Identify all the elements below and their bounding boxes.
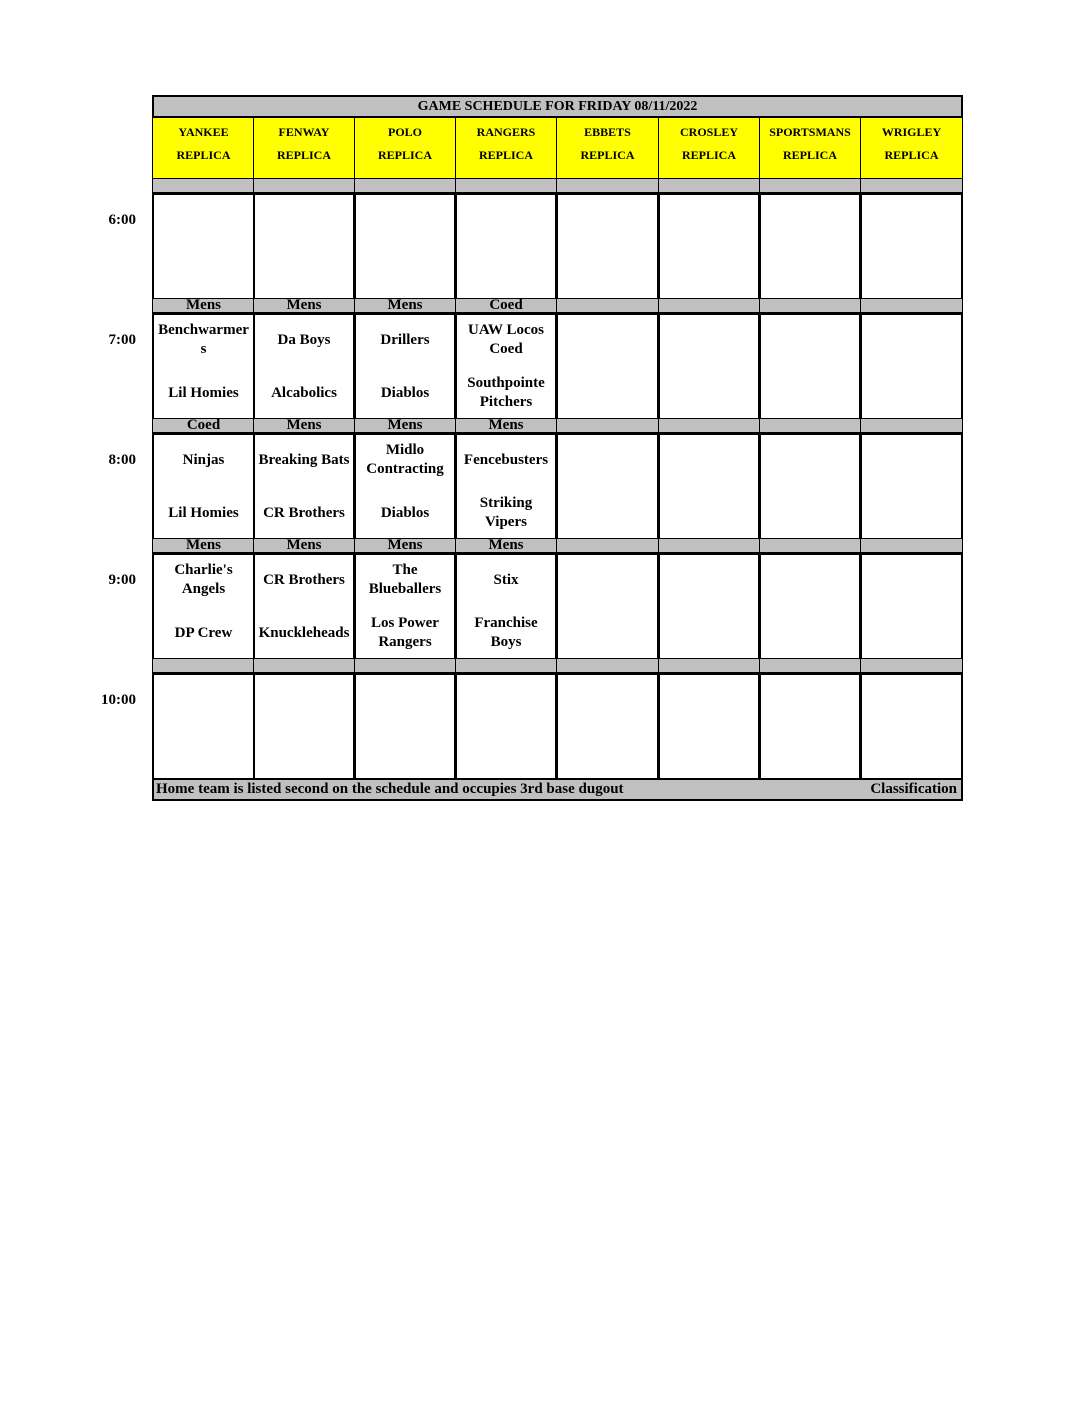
- field-header-polo: [354, 118, 456, 179]
- classification-cell: [556, 178, 659, 193]
- game-cell: [658, 193, 760, 300]
- classification-cell: [152, 658, 255, 673]
- home-team: CR Brothers: [263, 505, 345, 521]
- game-cell: [152, 673, 255, 780]
- field-type: REPLICA: [276, 148, 331, 162]
- classification-cell: [759, 178, 861, 193]
- game-cell: [152, 313, 255, 420]
- away-team: Midlo Contracting: [366, 442, 444, 477]
- game-cell: [354, 553, 456, 660]
- field-name: FENWAY: [278, 125, 330, 139]
- game-cell: [455, 553, 557, 660]
- home-team: Striking Vipers: [479, 495, 533, 530]
- field-type: REPLICA: [681, 148, 736, 162]
- classification-cell: Mens: [152, 298, 255, 313]
- game-cell: [658, 313, 760, 420]
- game-cell: [556, 553, 659, 660]
- home-team: Lil Homies: [168, 505, 239, 521]
- classification-cell: [759, 418, 861, 433]
- classification-cell: [658, 298, 760, 313]
- game-cell: [556, 673, 659, 780]
- field-header-crosley: [658, 118, 760, 179]
- field-type: REPLICA: [884, 148, 939, 162]
- home-team: Diablos: [380, 385, 430, 401]
- classification-cell: Mens: [354, 418, 456, 433]
- field-name: CROSLEY: [679, 125, 738, 139]
- classification-cell: [455, 178, 557, 193]
- game-cell: [455, 313, 557, 420]
- game-cell: [658, 433, 760, 540]
- field-type: REPLICA: [580, 148, 635, 162]
- away-team: Fencebusters: [463, 452, 549, 468]
- footer-bar: [152, 778, 963, 801]
- classification-cell: [658, 538, 760, 553]
- classification-cell: Coed: [152, 418, 255, 433]
- game-cell: [556, 193, 659, 300]
- away-team: Da Boys: [277, 332, 331, 348]
- home-team-note: Home team is listed second on the schedule and occupies 3rd base dugout: [156, 781, 624, 797]
- home-team: Los Power Rangers: [371, 615, 439, 650]
- away-team: Breaking Bats: [258, 452, 350, 468]
- home-team: DP Crew: [174, 625, 233, 641]
- game-cell: [455, 433, 557, 540]
- game-cell: [860, 193, 963, 300]
- classification-cell: [152, 178, 255, 193]
- classification-cell: [860, 298, 963, 313]
- time-label: 9:00: [108, 572, 136, 588]
- field-type: REPLICA: [176, 148, 231, 162]
- classification-cell: [253, 178, 355, 193]
- game-cell: [253, 673, 355, 780]
- field-header-sportsmans: [759, 118, 861, 179]
- game-cell: [759, 433, 861, 540]
- game-cell: [152, 193, 255, 300]
- field-header-wrigley: [860, 118, 963, 179]
- field-header-yankee: [152, 118, 255, 179]
- game-cell: [860, 553, 963, 660]
- game-cell: [860, 673, 963, 780]
- home-team: Knuckleheads: [258, 625, 350, 641]
- classification-cell: Mens: [253, 298, 355, 313]
- game-cell: [455, 193, 557, 300]
- field-name: POLO: [387, 125, 422, 139]
- game-cell: [354, 193, 456, 300]
- field-type: REPLICA: [782, 148, 837, 162]
- classification-cell: [455, 658, 557, 673]
- game-cell: [253, 553, 355, 660]
- classification-cell: Mens: [354, 538, 456, 553]
- classification-cell: Mens: [455, 418, 557, 433]
- classification-cell: [658, 418, 760, 433]
- home-team: Lil Homies: [168, 385, 239, 401]
- away-team: Benchwarmer s: [158, 322, 249, 357]
- classification-cell: [354, 658, 456, 673]
- game-cell: [556, 433, 659, 540]
- classification-cell: Mens: [354, 298, 456, 313]
- field-name: SPORTSMANS: [769, 125, 851, 139]
- game-cell: [253, 193, 355, 300]
- field-name: YANKEE: [178, 125, 229, 139]
- time-label: 10:00: [101, 692, 136, 708]
- classification-cell: [860, 418, 963, 433]
- time-label: 8:00: [108, 452, 136, 468]
- classification-cell: [354, 178, 456, 193]
- time-label: 6:00: [108, 212, 136, 228]
- game-cell: [860, 433, 963, 540]
- game-cell: [354, 433, 456, 540]
- home-team: Diablos: [380, 505, 430, 521]
- classification-cell: Mens: [253, 418, 355, 433]
- game-cell: [860, 313, 963, 420]
- field-header-rangers: [455, 118, 557, 179]
- classification-cell: Mens: [152, 538, 255, 553]
- away-team: UAW Locos Coed: [468, 322, 544, 357]
- classification-cell: [556, 658, 659, 673]
- classification-cell: [860, 538, 963, 553]
- classification-cell: [860, 178, 963, 193]
- game-cell: [455, 673, 557, 780]
- classification-label: Classification: [870, 781, 957, 797]
- home-team: Alcabolics: [271, 385, 337, 401]
- game-cell: [152, 553, 255, 660]
- home-team: Franchise Boys: [474, 615, 538, 650]
- game-cell: [253, 433, 355, 540]
- game-cell: [354, 673, 456, 780]
- game-cell: [759, 313, 861, 420]
- away-team: Ninjas: [182, 452, 225, 468]
- game-cell: [658, 673, 760, 780]
- field-header-fenway: [253, 118, 355, 179]
- field-header-ebbets: [556, 118, 659, 179]
- classification-cell: [658, 658, 760, 673]
- classification-cell: Mens: [253, 538, 355, 553]
- classification-cell: Coed: [455, 298, 557, 313]
- away-team: CR Brothers: [263, 572, 345, 588]
- game-cell: [759, 673, 861, 780]
- away-team: Charlie's Angels: [174, 562, 233, 597]
- field-name: RANGERS: [476, 125, 536, 139]
- time-label: 7:00: [108, 332, 136, 348]
- classification-cell: Mens: [455, 538, 557, 553]
- classification-cell: [556, 298, 659, 313]
- away-team: Stix: [493, 572, 519, 588]
- classification-cell: [658, 178, 760, 193]
- away-team: Drillers: [380, 332, 430, 348]
- classification-cell: [556, 538, 659, 553]
- game-cell: [354, 313, 456, 420]
- classification-cell: [860, 658, 963, 673]
- away-team: The Blueballers: [368, 562, 442, 597]
- game-cell: [556, 313, 659, 420]
- game-cell: [253, 313, 355, 420]
- schedule-title: GAME SCHEDULE FOR FRIDAY 08/11/2022: [152, 95, 963, 118]
- game-cell: [759, 193, 861, 300]
- game-cell: [152, 433, 255, 540]
- game-cell: [658, 553, 760, 660]
- classification-cell: [759, 538, 861, 553]
- classification-cell: [759, 298, 861, 313]
- field-name: EBBETS: [584, 125, 631, 139]
- classification-cell: [759, 658, 861, 673]
- field-type: REPLICA: [377, 148, 432, 162]
- game-cell: [759, 553, 861, 660]
- classification-cell: [556, 418, 659, 433]
- field-name: WRIGLEY: [881, 125, 942, 139]
- field-type: REPLICA: [478, 148, 533, 162]
- home-team: Southpointe Pitchers: [467, 375, 545, 410]
- classification-cell: [253, 658, 355, 673]
